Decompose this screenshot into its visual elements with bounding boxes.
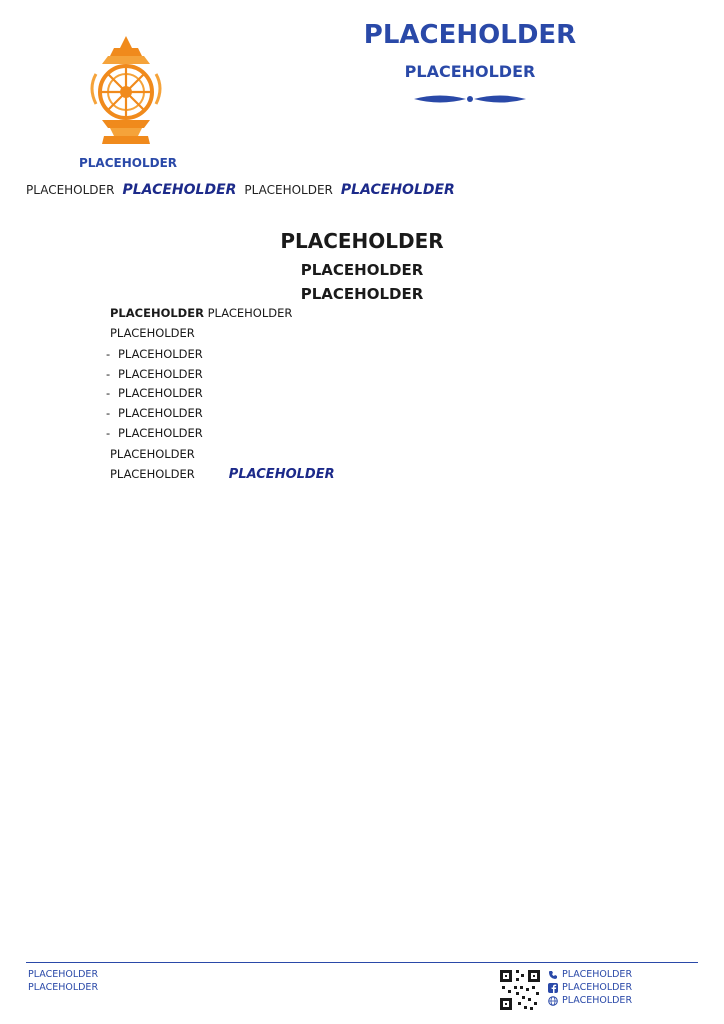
ministry-name: PLACEHOLDER: [78, 156, 178, 170]
footer-divider: [26, 962, 698, 963]
document-title: PLACEHOLDER: [280, 229, 444, 253]
globe-icon: [548, 996, 558, 1006]
list-item: - PLACEHOLDER: [82, 424, 662, 444]
footer-contacts: [548, 968, 708, 1007]
contact-website[interactable]: [548, 994, 708, 1007]
aims-heading: PLACEHOLDER: [110, 325, 195, 340]
timeline-paragraph: PLACEHOLDER: [110, 447, 195, 462]
reference-era-year: PLACEHOLDER: [340, 182, 455, 198]
list-item: - PLACEHOLDER: [82, 404, 662, 424]
list-item: - PLACEHOLDER: [82, 345, 662, 365]
footer-address: [28, 968, 328, 994]
phone-icon: [548, 970, 558, 980]
list-item: - PLACEHOLDER: [82, 384, 662, 404]
phone-number: PLACEHOLDER: [562, 969, 633, 980]
document-subject: PLACEHOLDER: [300, 285, 424, 303]
national-motto: PLACEHOLDER: [404, 62, 536, 81]
qr-code-icon[interactable]: [498, 968, 542, 1012]
website-url[interactable]: PLACEHOLDER: [562, 995, 633, 1006]
intro-paragraph: [82, 304, 662, 324]
list-item: - PLACEHOLDER: [82, 365, 662, 385]
royal-emblem-icon: [74, 34, 178, 146]
document-title-about: PLACEHOLDER: [300, 261, 424, 279]
contact-phone: [548, 968, 708, 981]
reference-era-label: PLACEHOLDER: [244, 183, 333, 197]
closing-paragraph: [82, 465, 662, 485]
facebook-handle[interactable]: PLACEHOLDER: [562, 982, 633, 993]
intro-text: PLACEHOLDER: [207, 306, 293, 320]
contact-facebook[interactable]: [548, 981, 708, 994]
reference-number: PLACEHOLDER: [122, 182, 237, 198]
closing-text: PLACEHOLDER: [110, 466, 195, 481]
facebook-icon: [548, 983, 558, 993]
document-title-block: [100, 228, 624, 306]
footer-address-line: PLACEHOLDER: [28, 969, 99, 980]
ornament-icon: [410, 92, 530, 106]
kingdom-title: PLACEHOLDER: [363, 20, 577, 50]
aims-list: [82, 345, 662, 443]
reference-line: [26, 182, 455, 198]
initials-mark: PLACEHOLDER: [228, 466, 335, 482]
intro-lead-term: PLACEHOLDER: [110, 306, 204, 320]
footer-address-line: PLACEHOLDER: [28, 982, 99, 993]
document-body: [82, 304, 662, 924]
reference-label: PLACEHOLDER: [26, 183, 115, 197]
